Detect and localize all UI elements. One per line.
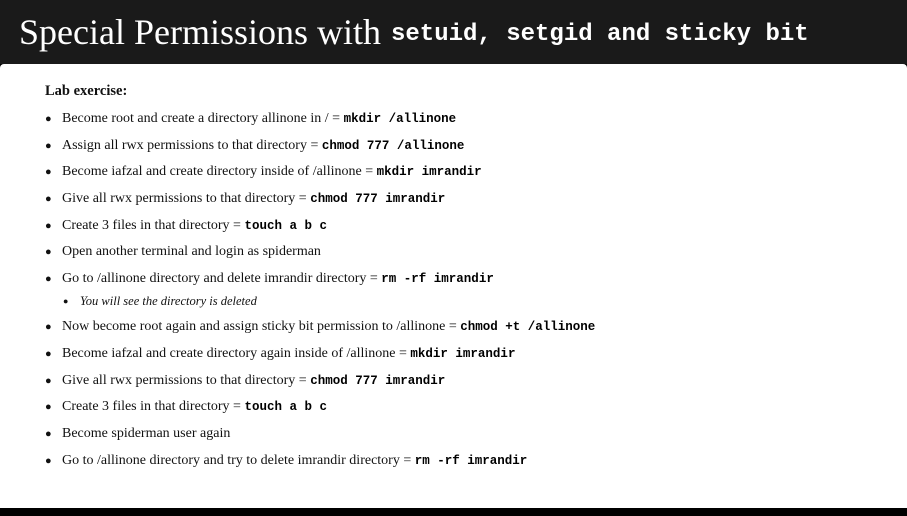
list-item bbox=[45, 314, 885, 341]
bullet-icon: ● bbox=[45, 113, 52, 125]
step-command: chmod +t /allinone bbox=[460, 320, 596, 335]
step-text: Create 3 files in that directory = bbox=[62, 217, 245, 233]
bullet-icon: ● bbox=[45, 166, 52, 179]
bullet-icon: ● bbox=[45, 193, 52, 206]
bullet-icon: ● bbox=[45, 347, 52, 360]
list-item bbox=[45, 239, 885, 266]
step-command: mkdir imrandir bbox=[410, 346, 516, 361]
step-command: rm -rf imrandir bbox=[414, 453, 528, 468]
bullet-icon: ● bbox=[45, 273, 52, 286]
bottom-bar bbox=[0, 508, 907, 516]
step-text: Become iafzal and create directory inside of /allinone = bbox=[62, 164, 377, 180]
step-text: Become root and create a directory allinone in / = bbox=[62, 111, 344, 126]
list-item bbox=[45, 133, 885, 160]
step-text: Now become root again and assign sticky bit permission to /allinone = bbox=[62, 319, 461, 335]
step-text: Give all rwx permissions to that directory = bbox=[62, 191, 311, 207]
step-text: Give all rwx permissions to that directory = bbox=[62, 372, 311, 388]
step-text: Go to /allinone directory and try to delete imrandir directory = bbox=[62, 452, 415, 468]
step-command: touch a b c bbox=[244, 218, 327, 233]
bullet-icon: ● bbox=[45, 219, 52, 232]
lab-steps-list bbox=[45, 106, 885, 474]
list-item bbox=[45, 213, 885, 240]
slide-title-code: setuid, setgid and sticky bit bbox=[391, 20, 809, 48]
step-command: chmod 777 /allinone bbox=[321, 138, 465, 153]
step-command: mkdir /allinone bbox=[343, 112, 457, 126]
lab-exercise-heading: Lab exercise: bbox=[45, 83, 128, 99]
step-text: Become spiderman user again bbox=[62, 425, 231, 441]
step-command: rm -rf imrandir bbox=[381, 272, 494, 287]
list-item bbox=[45, 368, 885, 395]
bullet-icon: ● bbox=[45, 401, 52, 414]
bullet-icon: ● bbox=[45, 139, 52, 152]
step-text: Go to /allinone directory and delete imrandir directory = bbox=[62, 271, 382, 287]
bullet-icon: ● bbox=[45, 454, 52, 467]
sub-note-text: You will see the directory is deleted bbox=[80, 294, 257, 309]
slide-title: Special Permissions with bbox=[19, 12, 381, 52]
sub-bullet-icon: ● bbox=[63, 296, 69, 307]
slide-body bbox=[0, 64, 907, 508]
step-command: mkdir imrandir bbox=[376, 165, 482, 180]
bullet-icon: ● bbox=[45, 374, 52, 387]
slide-header bbox=[0, 0, 907, 64]
step-text: Create 3 files in that directory = bbox=[62, 399, 245, 415]
list-item bbox=[45, 186, 885, 213]
sub-list-item bbox=[45, 288, 885, 314]
bullet-icon: ● bbox=[45, 321, 52, 334]
list-item bbox=[45, 266, 885, 288]
list-item bbox=[45, 159, 885, 186]
step-text: Become iafzal and create directory again inside of /allinone = bbox=[62, 345, 411, 361]
step-command: chmod 777 imrandir bbox=[310, 373, 446, 388]
bullet-icon: ● bbox=[45, 246, 52, 259]
list-item bbox=[45, 448, 885, 475]
step-command: touch a b c bbox=[244, 400, 327, 415]
bullet-icon: ● bbox=[45, 427, 52, 440]
step-text: Open another terminal and login as spiderman bbox=[62, 244, 321, 260]
step-text: Assign all rwx permissions to that directory = bbox=[62, 137, 322, 153]
list-item bbox=[45, 106, 885, 133]
step-command: chmod 777 imrandir bbox=[310, 192, 446, 207]
list-item bbox=[45, 394, 885, 421]
list-item bbox=[45, 421, 885, 448]
list-item bbox=[45, 341, 885, 368]
